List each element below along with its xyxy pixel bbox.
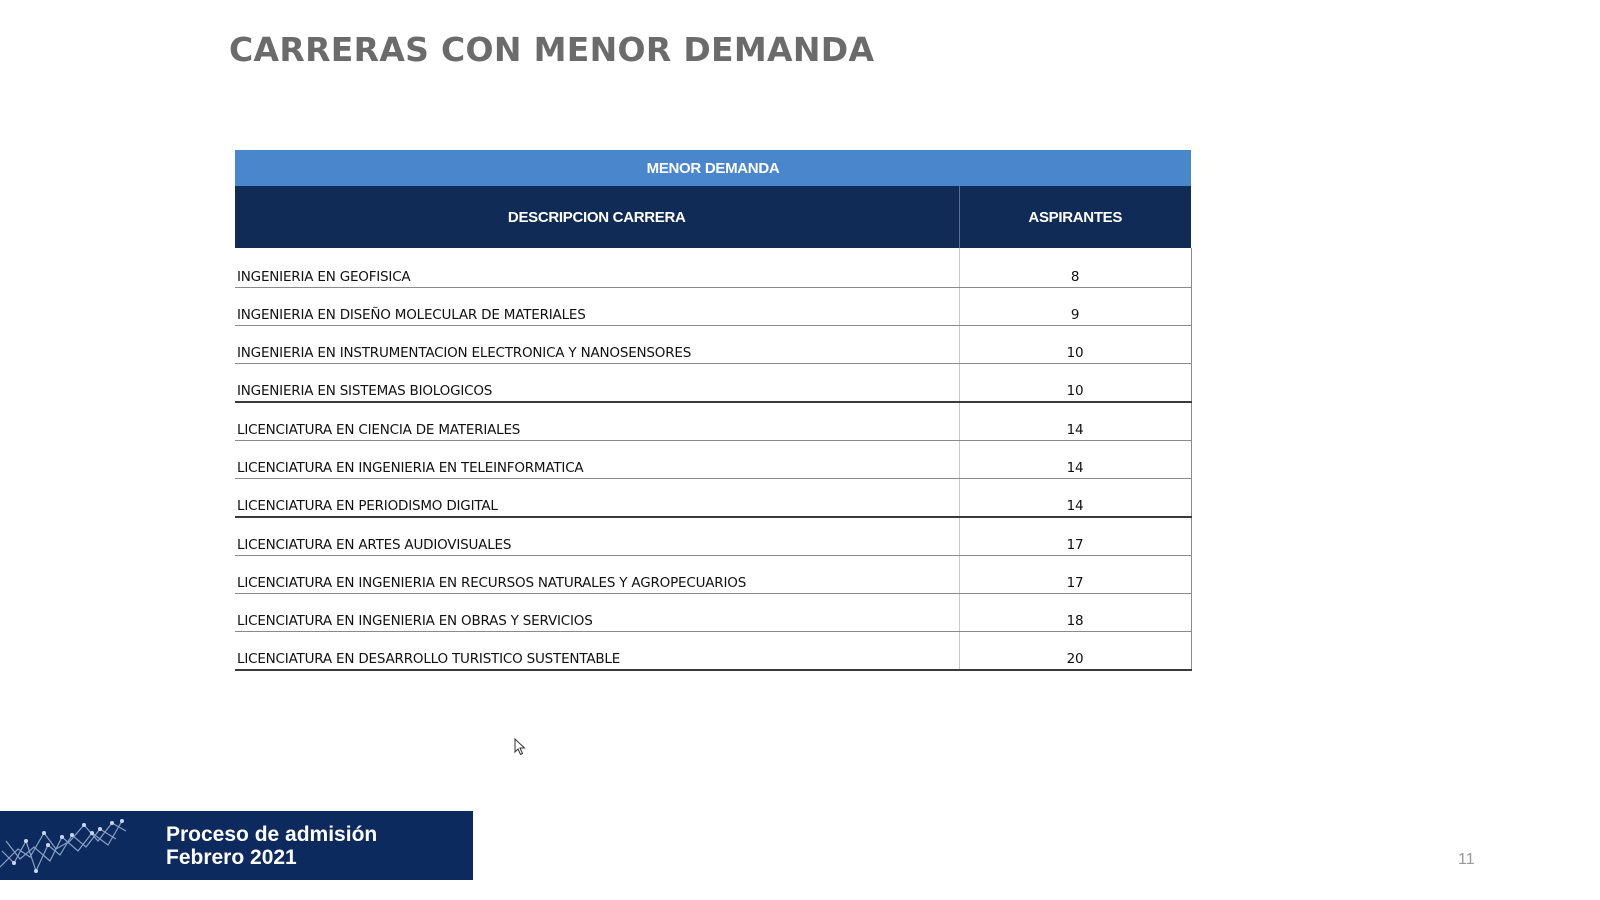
demand-table [235, 150, 1192, 671]
career-description: LICENCIATURA EN INGENIERIA EN RECURSOS NATURALES Y AGROPECUARIOS [235, 556, 959, 594]
page-number: 11 [1458, 851, 1475, 868]
column-header-aspirantes: ASPIRANTES [959, 186, 1191, 248]
aspirantes-count: 14 [959, 441, 1191, 479]
career-description: LICENCIATURA EN CIENCIA DE MATERIALES [235, 402, 959, 441]
table-row [235, 479, 1191, 518]
table-row [235, 441, 1191, 479]
table-row [235, 402, 1191, 441]
career-description: LICENCIATURA EN INGENIERIA EN TELEINFORMATICA [235, 441, 959, 479]
network-graph-icon [0, 811, 130, 880]
table-row [235, 288, 1191, 326]
table-row [235, 326, 1191, 364]
aspirantes-count: 14 [959, 479, 1191, 518]
mouse-cursor-icon [514, 738, 526, 756]
aspirantes-count: 10 [959, 364, 1191, 403]
table-row [235, 517, 1191, 556]
aspirantes-count: 9 [959, 288, 1191, 326]
aspirantes-count: 18 [959, 594, 1191, 632]
aspirantes-count: 17 [959, 517, 1191, 556]
career-description: LICENCIATURA EN INGENIERIA EN OBRAS Y SERVICIOS [235, 594, 959, 632]
demand-table-container [235, 150, 1191, 671]
footer-caption [166, 823, 377, 869]
aspirantes-count: 10 [959, 326, 1191, 364]
column-header-description: DESCRIPCION CARRERA [235, 186, 959, 248]
career-description: INGENIERIA EN DISEÑO MOLECULAR DE MATERIALES [235, 288, 959, 326]
table-row [235, 364, 1191, 403]
footer-band [0, 811, 473, 880]
aspirantes-count: 8 [959, 248, 1191, 288]
table-banner: MENOR DEMANDA [235, 150, 1191, 186]
career-description: LICENCIATURA EN PERIODISMO DIGITAL [235, 479, 959, 518]
career-description: INGENIERIA EN INSTRUMENTACION ELECTRONICA Y NANOSENSORES [235, 326, 959, 364]
career-description: LICENCIATURA EN ARTES AUDIOVISUALES [235, 517, 959, 556]
table-row [235, 594, 1191, 632]
aspirantes-count: 17 [959, 556, 1191, 594]
footer-line-2: Febrero 2021 [166, 846, 297, 869]
career-description: LICENCIATURA EN DESARROLLO TURISTICO SUSTENTABLE [235, 632, 959, 671]
table-row [235, 248, 1191, 288]
career-description: INGENIERIA EN GEOFISICA [235, 248, 959, 288]
footer-line-1: Proceso de admisión [166, 823, 378, 846]
table-row [235, 632, 1191, 671]
career-description: INGENIERIA EN SISTEMAS BIOLOGICOS [235, 364, 959, 403]
aspirantes-count: 14 [959, 402, 1191, 441]
table-header-row [235, 186, 1191, 248]
aspirantes-count: 20 [959, 632, 1191, 671]
slide-title: CARRERAS CON MENOR DEMANDA [229, 30, 875, 69]
table-banner-row [235, 150, 1191, 186]
table-row [235, 556, 1191, 594]
